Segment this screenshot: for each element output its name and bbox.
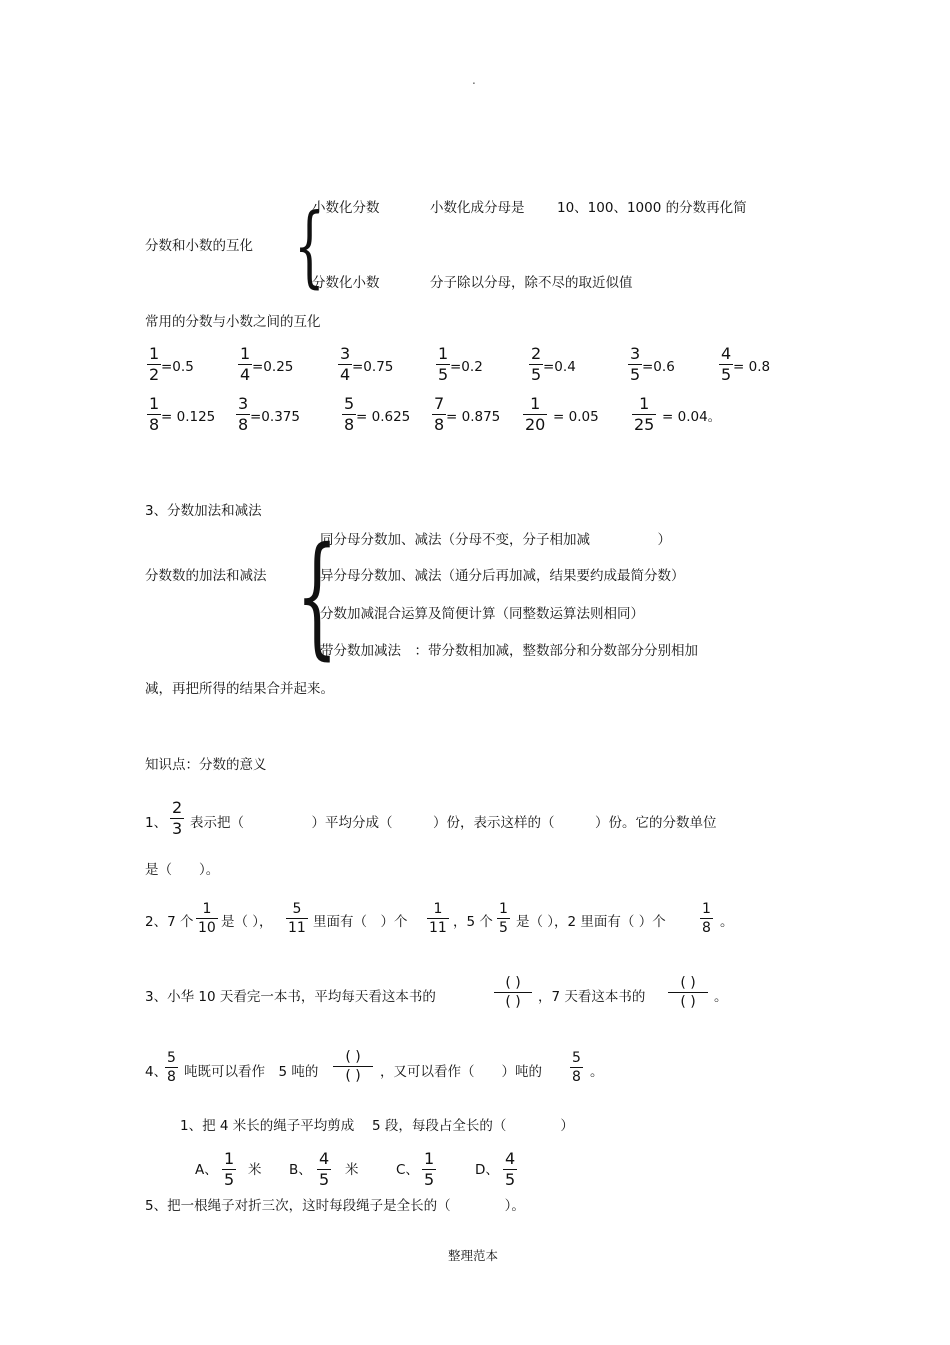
q3-text-c: 。 (714, 989, 728, 1005)
option-a-unit: 米 (248, 1162, 262, 1178)
q1-fraction-num: 2 (172, 798, 183, 817)
q5-text: 5、把一根绳子对折三次，这时每段绳子是全长的（ ）。 (145, 1198, 525, 1214)
q2-fraction-2 (286, 902, 308, 935)
conversion-decimal-value: = 0.8 (733, 359, 771, 375)
fraction-numerator: 1 (149, 394, 160, 413)
fraction-to-decimal-label: 分数化小数 (312, 275, 380, 291)
fraction-numerator: 1 (530, 394, 541, 413)
q3-fraction-1 (494, 976, 532, 1009)
opt-d-den: 5 (505, 1170, 516, 1189)
conversion-decimal-value: = 0.125 (161, 409, 216, 425)
conversion-decimal-value: = 0.04。 (662, 409, 722, 425)
q3-f2-den: ( ) (668, 992, 708, 1009)
addsub-item-4: 带分数加减法 ：带分数相加减，整数部分和分数部分分别相加 (320, 643, 698, 659)
conversion-fraction (338, 346, 352, 383)
left-brace-2: { (296, 519, 338, 673)
fraction-denominator: 8 (434, 415, 445, 434)
fraction-numerator: 1 (438, 344, 449, 363)
fraction-denominator: 5 (438, 365, 449, 384)
fraction-numerator: 5 (344, 394, 355, 413)
q1-prefix: 1、 (145, 815, 168, 831)
q4-fraction-3 (570, 1051, 583, 1084)
opt-c-num: 1 (424, 1149, 435, 1168)
q2-f2-num: 5 (292, 901, 302, 917)
q2-f3-den: 11 (429, 920, 447, 936)
q2-f4-num: 1 (499, 901, 508, 917)
q1-fraction-den: 3 (172, 819, 183, 838)
fraction-denominator: 20 (525, 415, 546, 434)
header-dot: . (472, 73, 476, 87)
opt-a-num: 1 (224, 1149, 235, 1168)
conversion-fraction (236, 396, 250, 433)
conversion-fraction (529, 346, 543, 383)
fraction-numerator: 1 (639, 394, 650, 413)
option-d-fraction (503, 1151, 517, 1188)
conversion-decimal-value: =0.6 (642, 359, 675, 375)
q2-f4-den: 5 (499, 920, 508, 936)
q3-f2-num: ( ) (680, 975, 696, 991)
q2-f2-den: 11 (288, 920, 306, 936)
conversion-fraction (147, 346, 161, 383)
q2-text-b: 是（ ）， (221, 914, 273, 930)
q2-f1-num: 1 (202, 901, 212, 917)
q4-f2-den: ( ) (333, 1066, 373, 1083)
q2-fraction-5 (700, 902, 713, 935)
knowledge-title: 知识点：分数的意义 (145, 757, 267, 773)
option-d-label: D、 (475, 1162, 499, 1178)
fraction-numerator: 3 (340, 344, 351, 363)
q3-fraction-2 (668, 976, 708, 1009)
q1-text: 表示把（ ）平均分成（ ）份，表示这样的（ ）份。它的分数单位 (190, 815, 717, 831)
q4-text-b: 吨既可以看作 5 吨的 (184, 1064, 319, 1080)
fraction-numerator: 2 (531, 344, 542, 363)
addsub-item-2: 异分母分数加、减法（通分后再加减，结果要约成最简分数） (320, 568, 685, 584)
q1-tail: 是（ ）。 (145, 862, 220, 878)
addsub-continuation: 减，再把所得的结果合并起来。 (145, 681, 334, 697)
q4-f1-den: 8 (167, 1069, 176, 1085)
addsub-item-3: 分数加减混合运算及简便计算（同整数运算法则相同） (320, 606, 644, 622)
opt-a-den: 5 (224, 1170, 235, 1189)
common-conversions-title: 常用的分数与小数之间的互化 (145, 314, 321, 330)
fraction-numerator: 1 (240, 344, 251, 363)
opt-c-den: 5 (424, 1170, 435, 1189)
fraction-numerator: 1 (149, 344, 160, 363)
q4-text-c: ，又可以看作（ ）吨的 (380, 1064, 542, 1080)
q2-f5-den: 8 (702, 920, 711, 936)
fraction-denominator: 5 (531, 365, 542, 384)
conversion-fraction (432, 396, 446, 433)
conversion-fraction (628, 346, 642, 383)
q4-text-d: 。 (590, 1064, 604, 1080)
conversion-fraction (147, 396, 161, 433)
fraction-numerator: 7 (434, 394, 445, 413)
conversion-fraction (632, 396, 656, 433)
q2-f1-den: 10 (198, 920, 216, 936)
left-brace: { (294, 194, 325, 297)
q2-fraction-4 (497, 902, 510, 935)
conversion-decimal-value: =0.4 (543, 359, 576, 375)
option-b-unit: 米 (345, 1162, 359, 1178)
decimal-to-fraction-label: 小数化分数 (312, 200, 380, 216)
option-c-label: C、 (396, 1162, 419, 1178)
fraction-to-decimal-desc: 分子除以分母，除不尽的取近似值 (430, 275, 633, 291)
option-b-fraction (317, 1151, 331, 1188)
conversion-fraction (523, 396, 547, 433)
fraction-numerator: 4 (721, 344, 732, 363)
q4-f2-num: ( ) (345, 1049, 361, 1065)
option-a-label: A、 (195, 1162, 218, 1178)
option-c-fraction (422, 1151, 436, 1188)
conversion-decimal-value: =0.25 (252, 359, 294, 375)
q3-f1-den: ( ) (494, 992, 532, 1009)
conversion-decimal-value: =0.75 (352, 359, 394, 375)
q2-fraction-3 (427, 902, 449, 935)
q3-text-a: 3、小华 10 天看完一本书，平均每天看这本书的 (145, 989, 436, 1005)
fraction-numerator: 3 (630, 344, 641, 363)
fraction-denominator: 2 (149, 365, 160, 384)
q3-text-b: ，7 天看这本书的 (538, 989, 646, 1005)
q4-f3-num: 5 (572, 1050, 581, 1066)
conversion-decimal-value: = 0.875 (446, 409, 501, 425)
q3-f1-num: ( ) (505, 975, 521, 991)
q2-text-a: 2、7 个 (145, 914, 194, 930)
q2-text-d: ，5 个 (453, 914, 493, 930)
opt-d-num: 4 (505, 1149, 516, 1168)
q4-f3-den: 8 (572, 1069, 581, 1085)
opt-b-num: 4 (319, 1149, 330, 1168)
fraction-denominator: 5 (721, 365, 732, 384)
addsub-heading: 3、分数加法和减法 (145, 503, 262, 519)
decimal-to-fraction-desc-b: 10、100、1000 的分数再化简 (557, 200, 747, 216)
option-b-label: B、 (289, 1162, 312, 1178)
conversion-decimal-value: =0.2 (450, 359, 483, 375)
conversion-fraction (238, 346, 252, 383)
opt-b-den: 5 (319, 1170, 330, 1189)
conversion-decimal-value: =0.375 (250, 409, 300, 425)
conversion-decimal-value: =0.5 (161, 359, 194, 375)
conversion-title: 分数和小数的互化 (145, 238, 253, 254)
q4-f1-num: 5 (167, 1050, 176, 1066)
q2-f3-num: 1 (433, 901, 443, 917)
conversion-decimal-value: = 0.625 (356, 409, 411, 425)
q2-text-e: 是（ ），2 里面有（ ）个 (516, 914, 666, 930)
footer-text: 整理范本 (448, 1248, 499, 1263)
q2-text-c: 里面有（ ）个 (313, 914, 408, 930)
conversion-fraction (719, 346, 733, 383)
fraction-numerator: 3 (238, 394, 249, 413)
decimal-to-fraction-desc: 小数化成分母是 (430, 200, 525, 216)
q4-fraction-2 (333, 1050, 373, 1083)
fraction-denominator: 8 (344, 415, 355, 434)
q4-fraction-1 (165, 1051, 178, 1084)
q2-text-f: 。 (720, 914, 734, 930)
fraction-denominator: 4 (340, 365, 351, 384)
fraction-denominator: 4 (240, 365, 251, 384)
sub-question-1: 1、把 4 米长的绳子平均剪成 5 段，每段占全长的（ ） (180, 1118, 574, 1134)
option-a-fraction (222, 1151, 236, 1188)
q4-text-a: 4、 (145, 1064, 168, 1080)
addsub-item-1: 同分母分数加、减法（分母不变，分子相加减 ） (320, 532, 671, 548)
fraction-denominator: 5 (630, 365, 641, 384)
q1-fraction (170, 800, 184, 837)
fraction-denominator: 8 (238, 415, 249, 434)
conversion-fraction (342, 396, 356, 433)
fraction-denominator: 25 (634, 415, 655, 434)
conversion-decimal-value: = 0.05 (553, 409, 599, 425)
addsub-title: 分数数的加法和减法 (145, 568, 267, 584)
conversion-fraction (436, 346, 450, 383)
fraction-denominator: 8 (149, 415, 160, 434)
q2-fraction-1 (196, 902, 218, 935)
q2-f5-num: 1 (702, 901, 711, 917)
